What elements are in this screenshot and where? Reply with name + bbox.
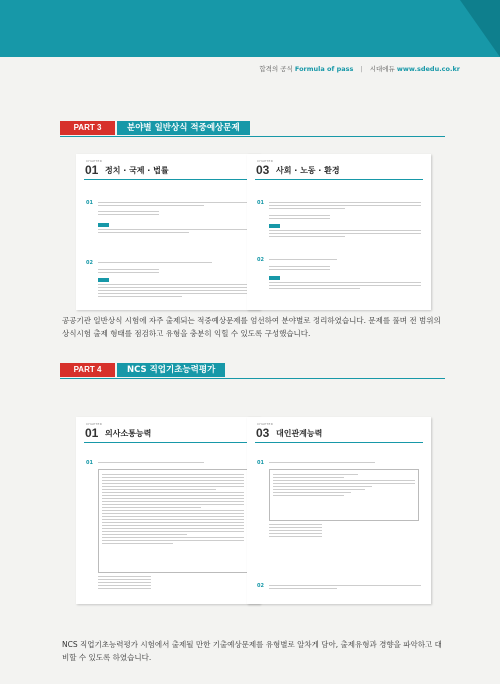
part4-header bbox=[60, 363, 445, 377]
chapter-number: 01 bbox=[85, 426, 99, 440]
question-text-lines bbox=[98, 462, 250, 465]
question-text-lines bbox=[269, 259, 421, 262]
passage-box bbox=[98, 469, 248, 573]
options-lines bbox=[269, 215, 421, 221]
brand-accent: Formula of pass bbox=[294, 65, 354, 73]
part3-header bbox=[60, 121, 445, 135]
brand-company: 시대에듀 bbox=[369, 65, 395, 73]
options-lines bbox=[269, 266, 421, 272]
part3-rule bbox=[60, 136, 445, 137]
question-text-lines bbox=[98, 262, 250, 265]
part3-sample-page-2 bbox=[247, 154, 431, 310]
options-lines bbox=[98, 269, 250, 275]
question-text-lines bbox=[269, 462, 421, 465]
list-box bbox=[269, 469, 419, 521]
chapter-rule bbox=[255, 442, 423, 443]
chapter-title: 대인관계능력 bbox=[276, 429, 323, 438]
question-number: 02 bbox=[257, 257, 264, 263]
brand-url: www.sdedu.co.kr bbox=[396, 65, 460, 73]
options-lines bbox=[98, 211, 250, 217]
chapter-label: CHAPTER bbox=[257, 159, 274, 163]
explanation-lines bbox=[98, 229, 250, 235]
part3-tag: PART 3 bbox=[60, 121, 115, 135]
explanation-lines bbox=[269, 230, 421, 239]
list-lines bbox=[273, 474, 415, 498]
brand-prefix: 합격의 공식 bbox=[259, 65, 293, 73]
chapter-rule bbox=[255, 179, 423, 180]
explanation-lines bbox=[269, 282, 421, 291]
chapter-label: CHAPTER bbox=[257, 422, 274, 426]
question-number: 02 bbox=[86, 260, 93, 266]
chapter-number: 03 bbox=[256, 163, 270, 177]
question-number: 01 bbox=[86, 200, 93, 206]
part3-title: 분야별 일반상식 적중예상문제 bbox=[117, 121, 250, 135]
part4-rule bbox=[60, 378, 445, 379]
options-lines bbox=[98, 576, 250, 591]
question-text-lines bbox=[269, 202, 421, 211]
question-number: 02 bbox=[257, 583, 264, 589]
part3-description: 공공기관 일반상식 시험에 자주 출제되는 적중예상문제를 엄선하여 분야별로 정리하였습니다. 문제를 풀며 전 범위의 상식시험 출제 형태를 점검하고 유형을 충분히 익힐 수 있도록 구성했습니다. bbox=[62, 316, 441, 338]
part3-sample-page-1 bbox=[76, 154, 260, 310]
banner-fold bbox=[460, 0, 500, 57]
part4-sample-page-1 bbox=[76, 417, 260, 604]
brand-line bbox=[259, 64, 460, 73]
explanation-lines bbox=[98, 284, 250, 299]
part4-description: NCS 직업기초능력평가 시험에서 출제될 만한 기출예상문제를 유형별로 알차게 담아, 출제유형과 경향을 파악하고 대비할 수 있도록 하였습니다. bbox=[62, 640, 442, 662]
question-number: 01 bbox=[257, 460, 264, 466]
part4-sample-page-2 bbox=[247, 417, 431, 604]
answer-tag bbox=[98, 223, 109, 227]
chapter-rule bbox=[84, 179, 252, 180]
chapter-title: 정치 · 국제 · 법률 bbox=[105, 166, 169, 175]
chapter-label: CHAPTER bbox=[86, 159, 103, 163]
question-text-lines bbox=[269, 585, 421, 591]
part4-title: NCS 직업기초능력평가 bbox=[117, 363, 225, 377]
chapter-label: CHAPTER bbox=[86, 422, 103, 426]
chapter-title: 사회 · 노동 · 환경 bbox=[276, 166, 340, 175]
chapter-number: 03 bbox=[256, 426, 270, 440]
answer-tag bbox=[98, 278, 109, 282]
chapter-number: 01 bbox=[85, 163, 99, 177]
top-banner bbox=[0, 0, 500, 57]
question-number: 01 bbox=[86, 460, 93, 466]
brand-separator: | bbox=[360, 65, 363, 73]
question-text-lines bbox=[98, 202, 250, 208]
answer-tag bbox=[269, 224, 280, 228]
question-number: 01 bbox=[257, 200, 264, 206]
chapter-rule bbox=[84, 442, 252, 443]
chapter-title: 의사소통능력 bbox=[105, 429, 152, 438]
answer-tag bbox=[269, 276, 280, 280]
options-lines bbox=[269, 524, 421, 539]
passage-lines bbox=[102, 474, 244, 546]
part4-tag: PART 4 bbox=[60, 363, 115, 377]
